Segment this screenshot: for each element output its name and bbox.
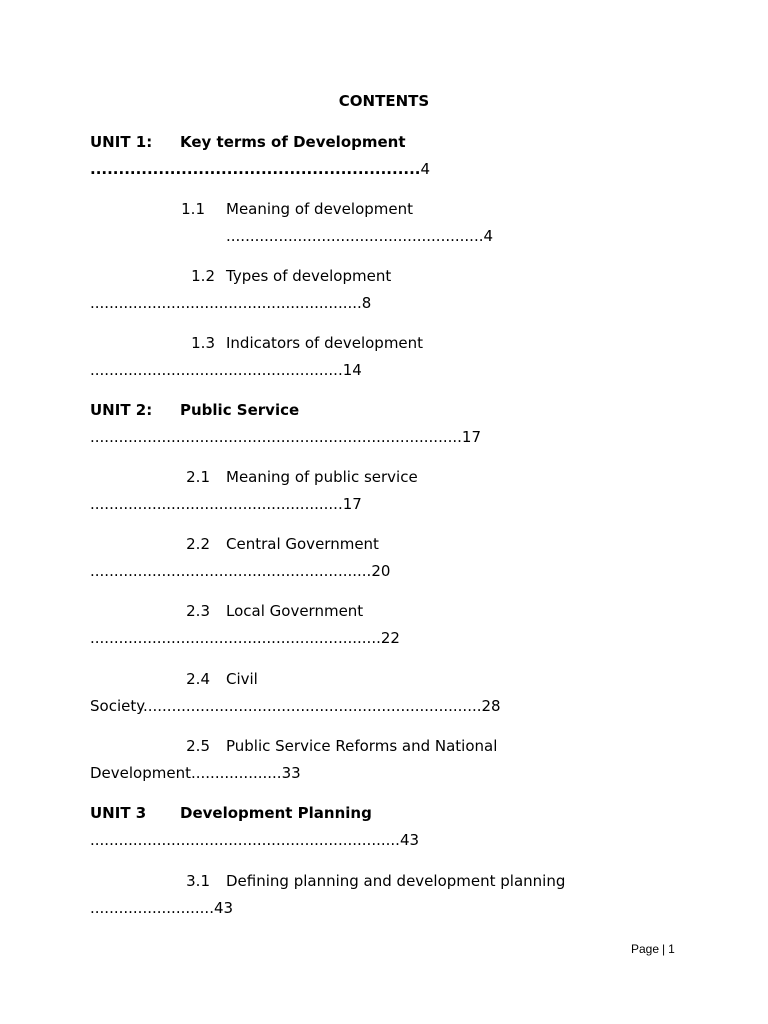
toc-page-number: 33 <box>281 764 301 782</box>
toc-entry-unit-2 <box>90 401 690 446</box>
toc-entry-title: Local Government <box>226 602 364 620</box>
toc-entry-unit-1 <box>90 133 690 178</box>
toc-entry-number: 2.3 <box>186 602 210 620</box>
toc-leader-dots: ....................................................................... <box>142 697 482 715</box>
footer-separator: | <box>662 942 666 956</box>
toc-entry-title-continued: Society <box>90 697 143 715</box>
toc-page-number: 4 <box>420 160 431 178</box>
toc-leader-dots: ..................................................... <box>90 495 343 513</box>
toc-page-number: 20 <box>371 562 391 580</box>
toc-entry-title: Civil <box>226 670 258 688</box>
toc-entry-title: Defining planning and development planning <box>226 872 566 890</box>
toc-entry-unit-3 <box>90 804 690 849</box>
toc-page-number: 8 <box>361 294 372 312</box>
toc-leader-dots: ......................................................... <box>90 294 362 312</box>
toc-page-number: 14 <box>342 361 362 379</box>
toc-leader-dots: ........................................................... <box>90 562 372 580</box>
toc-entry-2-5 <box>90 737 690 782</box>
toc-entry-2-4 <box>90 670 690 715</box>
toc-page-number: 43 <box>213 899 234 917</box>
toc-entry-title: Indicators of development <box>226 334 424 352</box>
toc-entry-1-3 <box>90 334 690 379</box>
toc-page-number: 28 <box>481 697 501 715</box>
toc-entry-number: UNIT 1: <box>90 133 153 151</box>
toc-entry-title: Types of development <box>226 267 392 285</box>
toc-entry-title: Public Service <box>180 401 300 419</box>
toc-entry-2-3 <box>90 602 690 647</box>
toc-entry-title: Public Service Reforms and National <box>226 737 498 755</box>
toc-entry-number: 3.1 <box>186 872 210 890</box>
toc-entry-3-1 <box>90 872 690 917</box>
toc-entry-number: 2.1 <box>186 468 210 486</box>
toc-entry-number: 2.5 <box>186 737 210 755</box>
toc-entry-number: UNIT 2: <box>90 401 153 419</box>
toc-entry-title: Central Government <box>226 535 379 553</box>
toc-leader-dots: .......................................................... <box>90 160 421 178</box>
toc-leader-dots: ............................................................. <box>90 629 381 647</box>
toc-entry-2-1 <box>90 468 690 513</box>
toc-entry-title: Meaning of public service <box>226 468 418 486</box>
toc-page-number: 17 <box>461 428 482 446</box>
toc-entry-number: 2.2 <box>186 535 210 553</box>
toc-leader-dots: ...................................................... <box>226 227 484 245</box>
toc-entry-number: 2.4 <box>186 670 210 688</box>
toc-entry-title-continued: Development <box>90 764 191 782</box>
toc-page-number: 22 <box>380 629 400 647</box>
toc-page-number: 17 <box>342 495 362 513</box>
toc-entry-2-2 <box>90 535 690 580</box>
toc-entry-title: Development Planning <box>180 804 372 822</box>
page-footer <box>631 942 675 956</box>
toc-entry-number: UNIT 3 <box>90 804 147 822</box>
toc-leader-dots: .............................................................................. <box>90 428 462 446</box>
toc-leader-dots: ................................................................. <box>90 831 400 849</box>
toc-leader-dots: ................... <box>190 764 282 782</box>
toc-leader-dots: ..................................................... <box>90 361 343 379</box>
toc-entry-number: 1.1 <box>181 200 205 218</box>
toc-entry-number: 1.3 <box>191 334 215 352</box>
toc-entry-number: 1.2 <box>191 267 215 285</box>
toc-leader-dots: .......................... <box>90 899 214 917</box>
footer-page-label: Page <box>631 942 660 956</box>
toc-page-number: 4 <box>483 227 494 245</box>
footer-page-number: 1 <box>668 942 675 956</box>
page-title: CONTENTS <box>338 92 430 110</box>
toc-page-number: 43 <box>399 831 420 849</box>
toc-entry-title: Key terms of Development <box>180 133 406 151</box>
toc-entry-title: Meaning of development <box>226 200 414 218</box>
toc-entry-1-1 <box>90 200 690 245</box>
toc-entry-1-2 <box>90 267 690 312</box>
